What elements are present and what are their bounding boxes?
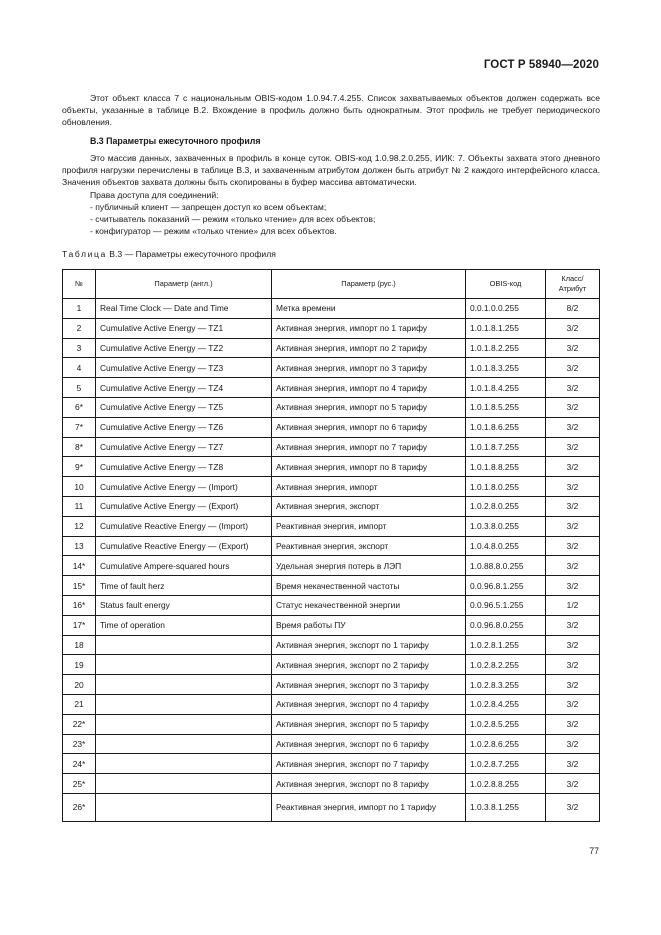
access-item-public: - публичный клиент — запрещен доступ ко всем объектам; — [90, 201, 327, 212]
cell-param-en: Cumulative Active Energy — (Import) — [96, 477, 272, 497]
cell-obis-code: 1.0.2.8.2.255 — [466, 655, 546, 675]
access-item-reader: - считыватель показаний — режим «только чтение» для всех объектов; — [90, 214, 376, 225]
cell-row-number: 13 — [63, 536, 96, 556]
cell-param-en: Cumulative Active Energy — TZ4 — [96, 378, 272, 398]
cell-row-number: 24* — [63, 754, 96, 774]
cell-param-ru: Активная энергия, экспорт по 3 тарифу — [272, 675, 466, 695]
cell-param-en: Real Time Clock — Date and Time — [96, 299, 272, 319]
table-row — [63, 754, 600, 774]
cell-param-ru: Время некачественной частоты — [272, 576, 466, 596]
cell-param-en — [96, 694, 272, 714]
cell-row-number: 6* — [63, 397, 96, 417]
cell-param-en: Status fault energy — [96, 595, 272, 615]
parameters-table — [62, 269, 600, 822]
cell-obis-code: 1.0.3.8.0.255 — [466, 516, 546, 536]
cell-class-attribute: 3/2 — [546, 635, 600, 655]
cell-param-ru: Реактивная энергия, импорт — [272, 516, 466, 536]
cell-obis-code: 1.0.1.8.2.255 — [466, 338, 546, 358]
cell-param-en: Cumulative Reactive Energy — (Export) — [96, 536, 272, 556]
table-row — [63, 774, 600, 794]
cell-param-en — [96, 675, 272, 695]
cell-obis-code: 1.0.2.8.0.255 — [466, 496, 546, 516]
cell-class-attribute: 3/2 — [546, 457, 600, 477]
cell-obis-code: 1.0.4.8.0.255 — [466, 536, 546, 556]
table-caption-word: Таблица — [62, 249, 107, 259]
cell-row-number: 12 — [63, 516, 96, 536]
cell-obis-code: 1.0.2.8.3.255 — [466, 675, 546, 695]
cell-row-number: 4 — [63, 358, 96, 378]
table-row — [63, 635, 600, 655]
cell-row-number: 1 — [63, 299, 96, 319]
table-row — [63, 516, 600, 536]
cell-row-number: 8* — [63, 437, 96, 457]
cell-obis-code: 1.0.1.8.1.255 — [466, 318, 546, 338]
cell-row-number: 16* — [63, 595, 96, 615]
cell-obis-code: 1.0.1.8.6.255 — [466, 417, 546, 437]
cell-class-attribute: 3/2 — [546, 397, 600, 417]
cell-param-ru: Активная энергия, импорт по 1 тарифу — [272, 318, 466, 338]
cell-obis-code: 1.0.2.8.4.255 — [466, 694, 546, 714]
cell-param-en: Cumulative Active Energy — TZ1 — [96, 318, 272, 338]
cell-class-attribute: 1/2 — [546, 595, 600, 615]
intro-paragraph — [62, 92, 600, 129]
cell-row-number: 11 — [63, 496, 96, 516]
cell-class-attribute: 3/2 — [546, 734, 600, 754]
table-row — [63, 477, 600, 497]
table-row — [63, 793, 600, 821]
cell-param-ru: Удельная энергия потерь в ЛЭП — [272, 556, 466, 576]
cell-param-en: Cumulative Active Energy — TZ6 — [96, 417, 272, 437]
cell-class-attribute: 3/2 — [546, 556, 600, 576]
cell-row-number: 5 — [63, 378, 96, 398]
cell-param-ru: Активная энергия, импорт по 3 тарифу — [272, 358, 466, 378]
cell-param-en — [96, 793, 272, 821]
cell-obis-code: 1.0.1.8.3.255 — [466, 358, 546, 378]
cell-param-en: Cumulative Ampere-squared hours — [96, 556, 272, 576]
cell-class-attribute: 3/2 — [546, 417, 600, 437]
cell-row-number: 17* — [63, 615, 96, 635]
cell-row-number: 21 — [63, 694, 96, 714]
cell-row-number: 9* — [63, 457, 96, 477]
section-title: В.3 Параметры ежесуточного профиля — [90, 136, 261, 146]
cell-row-number: 20 — [63, 675, 96, 695]
cell-row-number: 10 — [63, 477, 96, 497]
cell-class-attribute: 3/2 — [546, 318, 600, 338]
table-row — [63, 655, 600, 675]
cell-param-en — [96, 754, 272, 774]
cell-param-ru: Активная энергия, экспорт по 2 тарифу — [272, 655, 466, 675]
cell-param-en: Time of operation — [96, 615, 272, 635]
cell-class-attribute: 3/2 — [546, 615, 600, 635]
cell-class-attribute: 3/2 — [546, 358, 600, 378]
cell-param-ru: Активная энергия, экспорт по 1 тарифу — [272, 635, 466, 655]
cell-obis-code: 1.0.1.8.7.255 — [466, 437, 546, 457]
cell-class-attribute: 3/2 — [546, 675, 600, 695]
table-row — [63, 615, 600, 635]
cell-class-attribute: 3/2 — [546, 516, 600, 536]
cell-class-attribute: 3/2 — [546, 694, 600, 714]
cell-obis-code: 1.0.2.8.8.255 — [466, 774, 546, 794]
table-row — [63, 299, 600, 319]
header-class-attr: Класс/ Атрибут — [546, 270, 600, 299]
cell-obis-code: 0.0.96.5.1.255 — [466, 595, 546, 615]
cell-class-attribute: 3/2 — [546, 437, 600, 457]
cell-obis-code: 0.0.96.8.1.255 — [466, 576, 546, 596]
table-header-row — [63, 270, 600, 299]
table-row — [63, 556, 600, 576]
table-row — [63, 338, 600, 358]
access-item-configurator: - конфигуратор — режим «только чтение» для всех объектов. — [90, 226, 337, 237]
cell-param-en — [96, 655, 272, 675]
cell-param-ru: Активная энергия, импорт по 7 тарифу — [272, 437, 466, 457]
cell-class-attribute: 3/2 — [546, 338, 600, 358]
table-caption-title: В.3 — Параметры ежесуточного профиля — [109, 249, 276, 259]
table-body — [63, 299, 600, 822]
cell-class-attribute: 3/2 — [546, 496, 600, 516]
cell-param-ru: Активная энергия, импорт по 6 тарифу — [272, 417, 466, 437]
header-param-en: Параметр (англ.) — [96, 270, 272, 299]
cell-param-ru: Активная энергия, импорт по 8 тарифу — [272, 457, 466, 477]
cell-param-ru: Активная энергия, экспорт по 6 тарифу — [272, 734, 466, 754]
cell-obis-code: 1.0.2.8.1.255 — [466, 635, 546, 655]
cell-row-number: 19 — [63, 655, 96, 675]
cell-row-number: 26* — [63, 793, 96, 821]
cell-param-ru: Статус некачественной энергии — [272, 595, 466, 615]
cell-param-ru: Активная энергия, экспорт — [272, 496, 466, 516]
table-row — [63, 417, 600, 437]
table-row — [63, 378, 600, 398]
access-intro: Права доступа для соединений: — [90, 189, 219, 200]
cell-obis-code: 1.0.3.8.1.255 — [466, 793, 546, 821]
cell-obis-code: 1.0.1.8.4.255 — [466, 378, 546, 398]
cell-param-ru: Реактивная энергия, импорт по 1 тарифу — [272, 793, 466, 821]
cell-class-attribute: 3/2 — [546, 477, 600, 497]
cell-param-en: Cumulative Active Energy — TZ7 — [96, 437, 272, 457]
page-number: 77 — [589, 846, 599, 856]
cell-class-attribute: 3/2 — [546, 576, 600, 596]
cell-class-attribute: 3/2 — [546, 378, 600, 398]
cell-obis-code: 0.0.1.0.0.255 — [466, 299, 546, 319]
table-row — [63, 358, 600, 378]
table-row — [63, 437, 600, 457]
table-row — [63, 675, 600, 695]
cell-class-attribute: 3/2 — [546, 714, 600, 734]
section-paragraph: Это массив данных, захваченных в профиль в конце суток. OBIS-код 1.0.98.2.0.255, ИИК: 7. Объекты захвата этого дневного профиля нагрузки перечислены в таблице В.3, и захваченным атрибутом должен быть атрибут № 2 каждого интерфейсного класса. Значения объектов захвата должны быть скопированы в буфер массива автоматически. — [62, 153, 600, 188]
cell-obis-code: 1.0.88.8.0.255 — [466, 556, 546, 576]
cell-row-number: 25* — [63, 774, 96, 794]
cell-param-en — [96, 774, 272, 794]
cell-param-ru: Активная энергия, экспорт по 7 тарифу — [272, 754, 466, 774]
cell-param-ru: Реактивная энергия, экспорт — [272, 536, 466, 556]
cell-class-attribute: 3/2 — [546, 793, 600, 821]
cell-param-en — [96, 635, 272, 655]
cell-row-number: 7* — [63, 417, 96, 437]
cell-param-ru: Активная энергия, экспорт по 5 тарифу — [272, 714, 466, 734]
table-row — [63, 714, 600, 734]
cell-row-number: 3 — [63, 338, 96, 358]
table-row — [63, 595, 600, 615]
cell-param-en — [96, 734, 272, 754]
cell-param-ru: Активная энергия, экспорт по 4 тарифу — [272, 694, 466, 714]
cell-class-attribute: 3/2 — [546, 754, 600, 774]
intro-text: Этот объект класса 7 с национальным OBIS-кодом 1.0.94.7.4.255. Список захватываемых объектов должен содержать все объекты, указанные в таблице В.2. Вхождение в профиль должно быть однократным. Этот профиль не требует периодического обновления. — [62, 93, 600, 128]
cell-obis-code: 1.0.1.8.0.255 — [466, 477, 546, 497]
cell-param-ru: Активная энергия, экспорт по 8 тарифу — [272, 774, 466, 794]
cell-param-en: Cumulative Active Energy — TZ3 — [96, 358, 272, 378]
table-row — [63, 576, 600, 596]
cell-obis-code: 1.0.1.8.8.255 — [466, 457, 546, 477]
cell-param-en: Cumulative Active Energy — TZ5 — [96, 397, 272, 417]
table-row — [63, 734, 600, 754]
cell-param-en: Time of fault herz — [96, 576, 272, 596]
cell-param-en: Cumulative Reactive Energy — (Import) — [96, 516, 272, 536]
cell-param-ru: Активная энергия, импорт по 5 тарифу — [272, 397, 466, 417]
cell-row-number: 23* — [63, 734, 96, 754]
table-row — [63, 694, 600, 714]
cell-row-number: 2 — [63, 318, 96, 338]
cell-class-attribute: 3/2 — [546, 536, 600, 556]
cell-row-number: 18 — [63, 635, 96, 655]
document-header: ГОСТ Р 58940—2020 — [483, 59, 599, 71]
header-number: № — [63, 270, 96, 299]
header-obis: OBIS-код — [466, 270, 546, 299]
cell-obis-code: 1.0.2.8.5.255 — [466, 714, 546, 734]
table-caption — [62, 249, 276, 259]
section-body — [62, 152, 600, 237]
cell-param-en — [96, 714, 272, 734]
table-row — [63, 397, 600, 417]
table-row — [63, 496, 600, 516]
table-row — [63, 536, 600, 556]
cell-param-en: Cumulative Active Energy — (Export) — [96, 496, 272, 516]
cell-obis-code: 1.0.2.8.6.255 — [466, 734, 546, 754]
cell-obis-code: 1.0.1.8.5.255 — [466, 397, 546, 417]
table-row — [63, 457, 600, 477]
cell-param-ru: Время работы ПУ — [272, 615, 466, 635]
cell-param-ru: Активная энергия, импорт по 2 тарифу — [272, 338, 466, 358]
cell-param-ru: Активная энергия, импорт — [272, 477, 466, 497]
cell-param-en: Cumulative Active Energy — TZ8 — [96, 457, 272, 477]
cell-obis-code: 1.0.2.8.7.255 — [466, 754, 546, 774]
cell-class-attribute: 3/2 — [546, 774, 600, 794]
cell-class-attribute: 3/2 — [546, 655, 600, 675]
cell-param-ru: Метка времени — [272, 299, 466, 319]
cell-param-en: Cumulative Active Energy — TZ2 — [96, 338, 272, 358]
cell-row-number: 14* — [63, 556, 96, 576]
cell-row-number: 22* — [63, 714, 96, 734]
table-row — [63, 318, 600, 338]
cell-row-number: 15* — [63, 576, 96, 596]
cell-obis-code: 0.0.96.8.0.255 — [466, 615, 546, 635]
header-param-ru: Параметр (рус.) — [272, 270, 466, 299]
cell-param-ru: Активная энергия, импорт по 4 тарифу — [272, 378, 466, 398]
cell-class-attribute: 8/2 — [546, 299, 600, 319]
